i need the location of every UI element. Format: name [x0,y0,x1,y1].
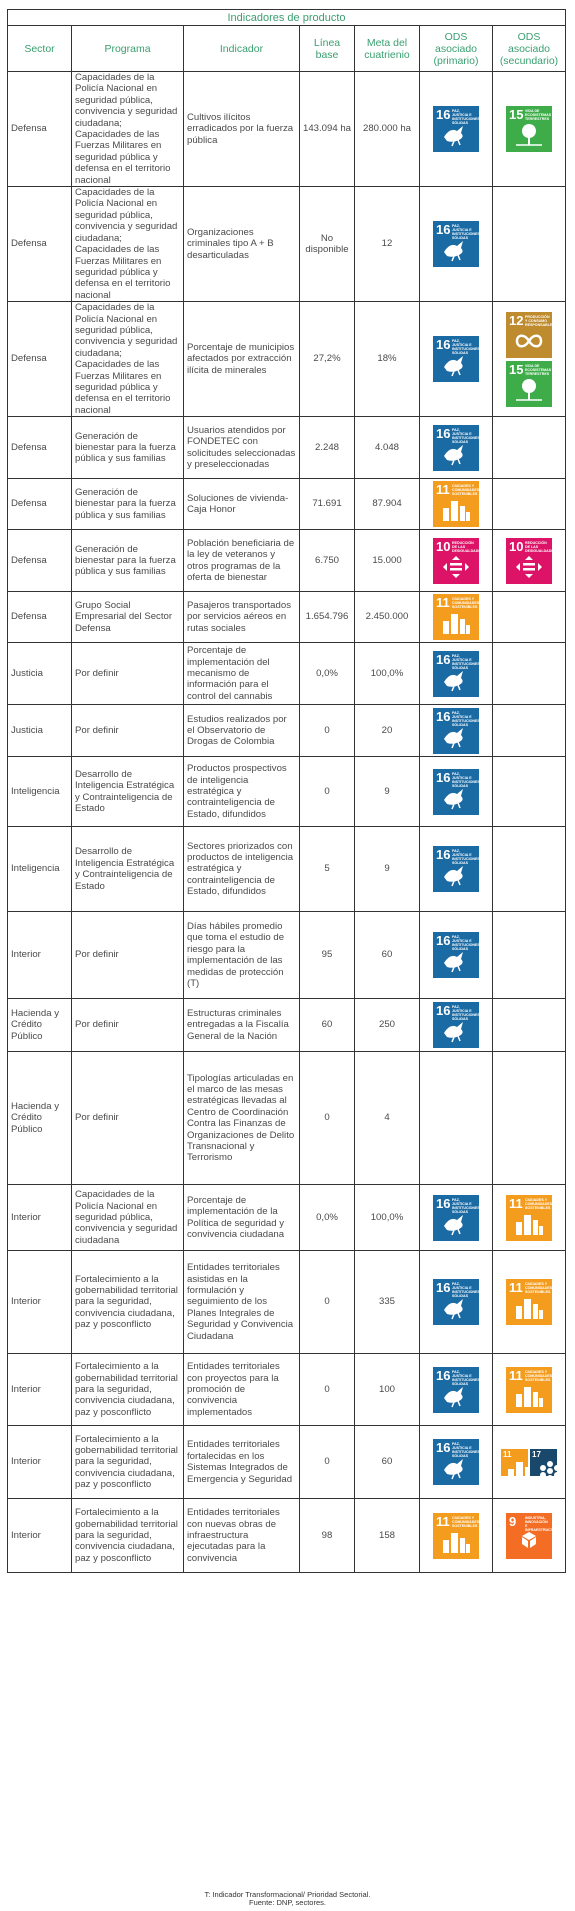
meta-cell: 60 [355,1426,420,1499]
sdg-title: PAZ, JUSTICIA E INSTITUCIONES SÓLIDAS [452,1005,480,1022]
sdg-title: PAZ, JUSTICIA E INSTITUCIONES SÓLIDAS [452,109,480,126]
meta-cell: 9 [355,827,420,912]
indicador-cell: Soluciones de vivienda-Caja Honor [184,479,300,530]
table-row [8,643,566,705]
header-ods-primario: ODS asociado (primario) [420,26,493,72]
indicador-cell: Porcentaje de municipios afectados por extracción ilícita de minerales [184,302,300,417]
equality-icon [506,538,557,584]
table-row [8,1251,566,1354]
sdg-title: CIUDADES Y COMUNIDADES SOSTENIBLES [452,484,480,497]
table-row [8,530,566,592]
linea-base-cell: 0,0% [300,1185,355,1251]
sector-cell: Defensa [8,302,72,417]
sdg-title: PAZ, JUSTICIA E INSTITUCIONES SÓLIDAS [452,710,480,727]
ods-secundario-cell [493,187,566,302]
ods-primario-cell [420,530,493,592]
indicador-cell: Entidades territoriales asistidas en la formulación y seguimiento de los Planes Integrales de Seguridad y Convivencia Ciudadana [184,1251,300,1354]
header-meta: Meta del cuatrienio [355,26,420,72]
table-body [8,72,566,1573]
sdg-title: PAZ, JUSTICIA E INSTITUCIONES SÓLIDAS [452,1369,480,1386]
sdg-number: 17 [532,1449,541,1459]
sdg-number: 11 [436,595,450,611]
sdg-title: PAZ, JUSTICIA E INSTITUCIONES SÓLIDAS [452,224,480,241]
ods-secundario-cell [493,827,566,912]
sdg-number: 12 [509,312,524,328]
header-indicador: Indicador [184,26,300,72]
sdg-number: 11 [509,1280,523,1296]
programa-cell: Capacidades de la Policía Nacional en seguridad pública, convivencia y seguridad ciudadana; Capacidades de las Fuerzas Militares en seguridad pública y defensa en el territorio nacional [72,302,184,417]
tree-icon [506,361,552,407]
ods-primario-cell [420,302,493,417]
indicador-cell: Población beneficiaria de la ley de veteranos y otros programas de la oferta de bienestar [184,530,300,592]
table-row [8,1185,566,1251]
equality-icon [433,538,484,584]
dove-icon [433,1002,479,1048]
ods-primario-cell [420,1251,493,1354]
linea-base-cell: 1.654.796 [300,592,355,643]
meta-cell: 18% [355,302,420,417]
meta-cell: 9 [355,757,420,827]
ods-primario-cell [420,643,493,705]
indicador-cell: Porcentaje de implementación de la Política de seguridad y convivencia ciudadana [184,1185,300,1251]
sdg-title: CIUDADES Y COMUNIDADES SOSTENIBLES [452,597,480,610]
programa-cell: Grupo Social Empresarial del Sector Defensa [72,592,184,643]
indicador-cell: Pasajeros transportados por servicios aéreos en rutas sociales [184,592,300,643]
ods-primario-cell [420,912,493,999]
sdg-number: 16 [436,1367,451,1383]
table-row [8,757,566,827]
sdg-number: 16 [436,847,451,863]
sector-cell: Hacienda y Crédito Público [8,1052,72,1185]
table-row [8,187,566,302]
programa-cell: Fortalecimiento a la gobernabilidad territorial para la seguridad, convivencia ciudadana, paz y posconflicto [72,1426,184,1499]
sdg-title: PAZ, JUSTICIA E INSTITUCIONES SÓLIDAS [452,935,480,952]
sector-cell: Interior [8,1426,72,1499]
sector-cell: Defensa [8,417,72,479]
programa-cell: Generación de bienestar para la fuerza pública y sus familias [72,479,184,530]
linea-base-cell: 0 [300,1426,355,1499]
ods-secundario-cell [493,479,566,530]
header-sector: Sector [8,26,72,72]
meta-cell: 280.000 ha [355,72,420,187]
indicador-cell: Estudios realizados por el Observatorio de Drogas de Colombia [184,705,300,757]
flower-icon [530,1449,557,1476]
buildings-icon [506,1195,552,1241]
ods-secundario-cell [493,757,566,827]
table-row [8,1426,566,1499]
dove-icon [433,425,479,471]
dove-icon [433,1195,479,1241]
table-row [8,999,566,1052]
programa-cell: Desarrollo de Inteligencia Estratégica y Contrainteligencia de Estado [72,757,184,827]
ods-secundario-cell [493,912,566,999]
sdg-title: INDUSTRIA, INNOVACIÓN E INFRAESTRUCTURA [525,1515,561,1532]
ods-primario-cell [420,757,493,827]
sdg-title: PAZ, JUSTICIA E INSTITUCIONES SÓLIDAS [452,339,480,356]
linea-base-cell: 0 [300,1354,355,1426]
dove-icon [433,932,479,978]
ods-secundario-cell [493,1426,566,1499]
sdg-number: 9 [509,1513,517,1529]
sdg-number: 16 [436,769,451,785]
sdg-number: 11 [436,482,450,498]
meta-cell: 4.048 [355,417,420,479]
indicador-cell: Sectores priorizados con productos de inteligencia estratégica y contrainteligencia de Estado, difundidos [184,827,300,912]
dove-icon [433,846,479,892]
linea-base-cell: 27,2% [300,302,355,417]
programa-cell: Fortalecimiento a la gobernabilidad territorial para la seguridad, convivencia ciudadana, paz y posconflicto [72,1499,184,1573]
sector-cell: Interior [8,1251,72,1354]
table-row [8,912,566,999]
sdg-number: 10 [436,538,451,554]
meta-cell: 60 [355,912,420,999]
ods-secundario-cell [493,1251,566,1354]
sdg-title: PAZ, JUSTICIA E INSTITUCIONES SÓLIDAS [452,1197,480,1214]
sector-cell: Inteligencia [8,757,72,827]
table-title: Indicadores de producto [8,10,566,26]
ods-primario-cell [420,1052,493,1185]
sector-cell: Justicia [8,643,72,705]
programa-cell: Generación de bienestar para la fuerza pública y sus familias [72,417,184,479]
sdg-title: CIUDADES Y COMUNIDADES SOSTENIBLES [525,1282,553,1295]
meta-cell: 250 [355,999,420,1052]
linea-base-cell: 0 [300,1251,355,1354]
table-row [8,72,566,187]
programa-cell: Por definir [72,705,184,757]
sdg-number: 16 [436,107,451,123]
programa-cell: Por definir [72,999,184,1052]
dove-icon [433,769,479,815]
indicador-cell: Tipologías articuladas en el marco de las mesas estratégicas llevadas al Centro de Coordinación Contra las Finanzas de Organizaciones de Delito Transnacional y Terrorismo [184,1052,300,1185]
header-ods-secundario: ODS asociado (secundario) [493,26,566,72]
meta-cell: 87.904 [355,479,420,530]
dove-icon [433,221,479,267]
meta-cell: 100,0% [355,643,420,705]
indicador-cell: Entidades territoriales con proyectos para la promoción de convivencia implementados [184,1354,300,1426]
ods-primario-cell [420,592,493,643]
sdg-title: CIUDADES Y COMUNIDADES SOSTENIBLES [525,1197,553,1210]
indicador-cell: Estructuras criminales entregadas a la Fiscalía General de la Nación [184,999,300,1052]
sdg-number: 11 [509,1195,523,1211]
ods-secundario-cell [493,1052,566,1185]
sdg-title: VIDA DE ECOSISTEMAS TERRESTRES [525,363,552,376]
programa-cell: Por definir [72,643,184,705]
linea-base-cell: 60 [300,999,355,1052]
table-row [8,1499,566,1573]
sdg-title: PAZ, JUSTICIA E INSTITUCIONES SÓLIDAS [452,653,480,670]
meta-cell: 100 [355,1354,420,1426]
dove-icon [433,708,479,754]
footnote-legend: T: Indicador Transformacional/ Prioridad Sectorial. [204,1890,371,1899]
ods-secundario-cell [493,417,566,479]
sdg-title: REDUCCIÓN DE LAS DESIGUALDADES [525,540,557,553]
sector-cell: Defensa [8,592,72,643]
sdg-number: 11 [509,1367,523,1383]
ods-primario-cell [420,187,493,302]
linea-base-cell: 0 [300,1052,355,1185]
ods-primario-cell [420,1354,493,1426]
buildings-icon [506,1279,552,1325]
sector-cell: Defensa [8,187,72,302]
sdg-title: CIUDADES Y COMUNIDADES SOSTENIBLES [452,1515,480,1528]
meta-cell: 20 [355,705,420,757]
sdg-title: PAZ, JUSTICIA E INSTITUCIONES SÓLIDAS [452,849,480,866]
sdg-title: VIDA DE ECOSISTEMAS TERRESTRES [525,109,552,122]
buildings-icon [433,1513,479,1559]
dove-icon [433,1439,479,1485]
sdg-number: 16 [436,425,451,441]
sdg-title: PAZ, JUSTICIA E INSTITUCIONES SÓLIDAS [452,427,480,444]
ods-primario-cell [420,1499,493,1573]
header-linea-base: Línea base [300,26,355,72]
sdg-title: PAZ, JUSTICIA E INSTITUCIONES SÓLIDAS [452,1282,480,1299]
dove-icon [433,651,479,697]
table-row [8,705,566,757]
ods-secundario-cell [493,999,566,1052]
meta-cell: 12 [355,187,420,302]
meta-cell: 158 [355,1499,420,1573]
programa-cell: Capacidades de la Policía Nacional en seguridad pública, convivencia y seguridad ciudadana; Capacidades de las Fuerzas Militares en seguridad pública y defensa en el territorio nacional [72,72,184,187]
ods-secundario-cell [493,72,566,187]
sector-cell: Defensa [8,530,72,592]
programa-cell: Generación de bienestar para la fuerza pública y sus familias [72,530,184,592]
ods-primario-cell [420,479,493,530]
sdg-number: 16 [436,933,451,949]
dove-icon [433,1279,479,1325]
programa-cell: Capacidades de la Policía Nacional en seguridad pública, convivencia y seguridad ciudadana [72,1185,184,1251]
indicador-cell: Entidades territoriales con nuevas obras de infraestructura ejecutadas para la convivencia [184,1499,300,1573]
sdg-title: PAZ, JUSTICIA E INSTITUCIONES SÓLIDAS [452,1442,480,1459]
dove-icon [433,106,479,152]
sdg-number: 15 [509,361,524,377]
footnote-source: Fuente: DNP, sectores. [249,1898,326,1907]
table-row [8,302,566,417]
table-row [8,592,566,643]
buildings-icon [433,594,479,640]
dove-icon [433,336,479,382]
ods-secundario-cell [493,1354,566,1426]
sdg-number: 10 [509,538,524,554]
table-footnote [0,1891,575,1907]
sdg-number: 16 [436,1003,451,1019]
sdg-title: CIUDADES Y COMUNIDADES SOSTENIBLES [525,1369,553,1382]
sdg-title: PAZ, JUSTICIA E INSTITUCIONES SÓLIDAS [452,771,480,788]
meta-cell: 15.000 [355,530,420,592]
table-row [8,479,566,530]
programa-cell: Por definir [72,912,184,999]
linea-base-cell: No disponible [300,187,355,302]
header-programa: Programa [72,26,184,72]
sdg-number: 16 [436,1280,451,1296]
meta-cell: 100,0% [355,1185,420,1251]
meta-cell: 2.450.000 [355,592,420,643]
indicador-cell: Productos prospectivos de inteligencia estratégica y contrainteligencia de Estado, difundidos [184,757,300,827]
table-row [8,1354,566,1426]
meta-cell: 335 [355,1251,420,1354]
ods-primario-cell [420,72,493,187]
ods-secundario-cell [493,1499,566,1573]
sdg-number: 16 [436,337,451,353]
sdg-number: 15 [509,107,524,123]
linea-base-cell: 5 [300,827,355,912]
linea-base-cell: 0,0% [300,643,355,705]
ods-primario-cell [420,827,493,912]
linea-base-cell: 71.691 [300,479,355,530]
infinity-icon [506,312,555,358]
buildings-icon [506,1367,552,1413]
sector-cell: Interior [8,1185,72,1251]
linea-base-cell: 95 [300,912,355,999]
sdg-title: REDUCCIÓN DE LAS DESIGUALDADES [452,540,484,553]
ods-primario-cell [420,1185,493,1251]
indicators-table [7,9,566,1573]
ods-secundario-cell [493,1185,566,1251]
sdg-number: 11 [503,1449,512,1459]
sdg-number: 16 [436,651,451,667]
ods-primario-cell [420,417,493,479]
linea-base-cell: 2.248 [300,417,355,479]
indicador-cell: Cultivos ilícitos erradicados por la fuerza pública [184,72,300,187]
ods-primario-cell [420,999,493,1052]
programa-cell: Desarrollo de Inteligencia Estratégica y Contrainteligencia de Estado [72,827,184,912]
linea-base-cell: 98 [300,1499,355,1573]
sector-cell: Interior [8,1499,72,1573]
programa-cell: Capacidades de la Policía Nacional en seguridad pública, convivencia y seguridad ciudadana; Capacidades de las Fuerzas Militares en seguridad pública y defensa en el territorio nacional [72,187,184,302]
programa-cell: Fortalecimiento a la gobernabilidad territorial para la seguridad, convivencia ciudadana, paz y posconflicto [72,1251,184,1354]
ods-secundario-cell [493,592,566,643]
sdg-number: 11 [436,1513,450,1529]
indicador-cell: Días hábiles promedio que toma el estudio de riesgo para la implementación de las medidas de protección (T) [184,912,300,999]
programa-cell: Fortalecimiento a la gobernabilidad territorial para la seguridad, convivencia ciudadana, paz y posconflicto [72,1354,184,1426]
sector-cell: Justicia [8,705,72,757]
table-row [8,827,566,912]
linea-base-cell: 6.750 [300,530,355,592]
table-row [8,1052,566,1185]
linea-base-cell: 143.094 ha [300,72,355,187]
ods-secundario-cell [493,705,566,757]
sdg-title: PRODUCCIÓN Y CONSUMO RESPONSABLES [525,314,555,327]
indicador-cell: Organizaciones criminales tipo A + B desarticuladas [184,187,300,302]
sector-cell: Defensa [8,479,72,530]
sector-cell: Interior [8,912,72,999]
indicador-cell: Porcentaje de implementación del mecanismo de información para el control del cannabis [184,643,300,705]
buildings-icon [501,1449,528,1476]
linea-base-cell: 0 [300,705,355,757]
linea-base-cell: 0 [300,757,355,827]
dove-icon [433,1367,479,1413]
buildings-icon [433,481,479,527]
cubes-icon [506,1513,561,1559]
ods-secundario-cell [493,530,566,592]
indicador-cell: Entidades territoriales fortalecidas en los Sistemas Integrados de Emergencia y Seguridad [184,1426,300,1499]
sector-cell: Inteligencia [8,827,72,912]
sdg-number: 16 [436,708,451,724]
indicador-cell: Usuarios atendidos por FONDETEC con solicitudes seleccionadas y preseleccionadas [184,417,300,479]
table-row [8,417,566,479]
sector-cell: Hacienda y Crédito Público [8,999,72,1052]
sdg-number: 16 [436,1440,451,1456]
sector-cell: Defensa [8,72,72,187]
sdg-number: 16 [436,1195,451,1211]
ods-secundario-cell [493,302,566,417]
programa-cell: Por definir [72,1052,184,1185]
meta-cell: 4 [355,1052,420,1185]
sdg-number: 16 [436,222,451,238]
ods-primario-cell [420,705,493,757]
tree-icon [506,106,552,152]
indicators-table-container [7,9,565,1573]
ods-primario-cell [420,1426,493,1499]
ods-secundario-cell [493,643,566,705]
sector-cell: Interior [8,1354,72,1426]
